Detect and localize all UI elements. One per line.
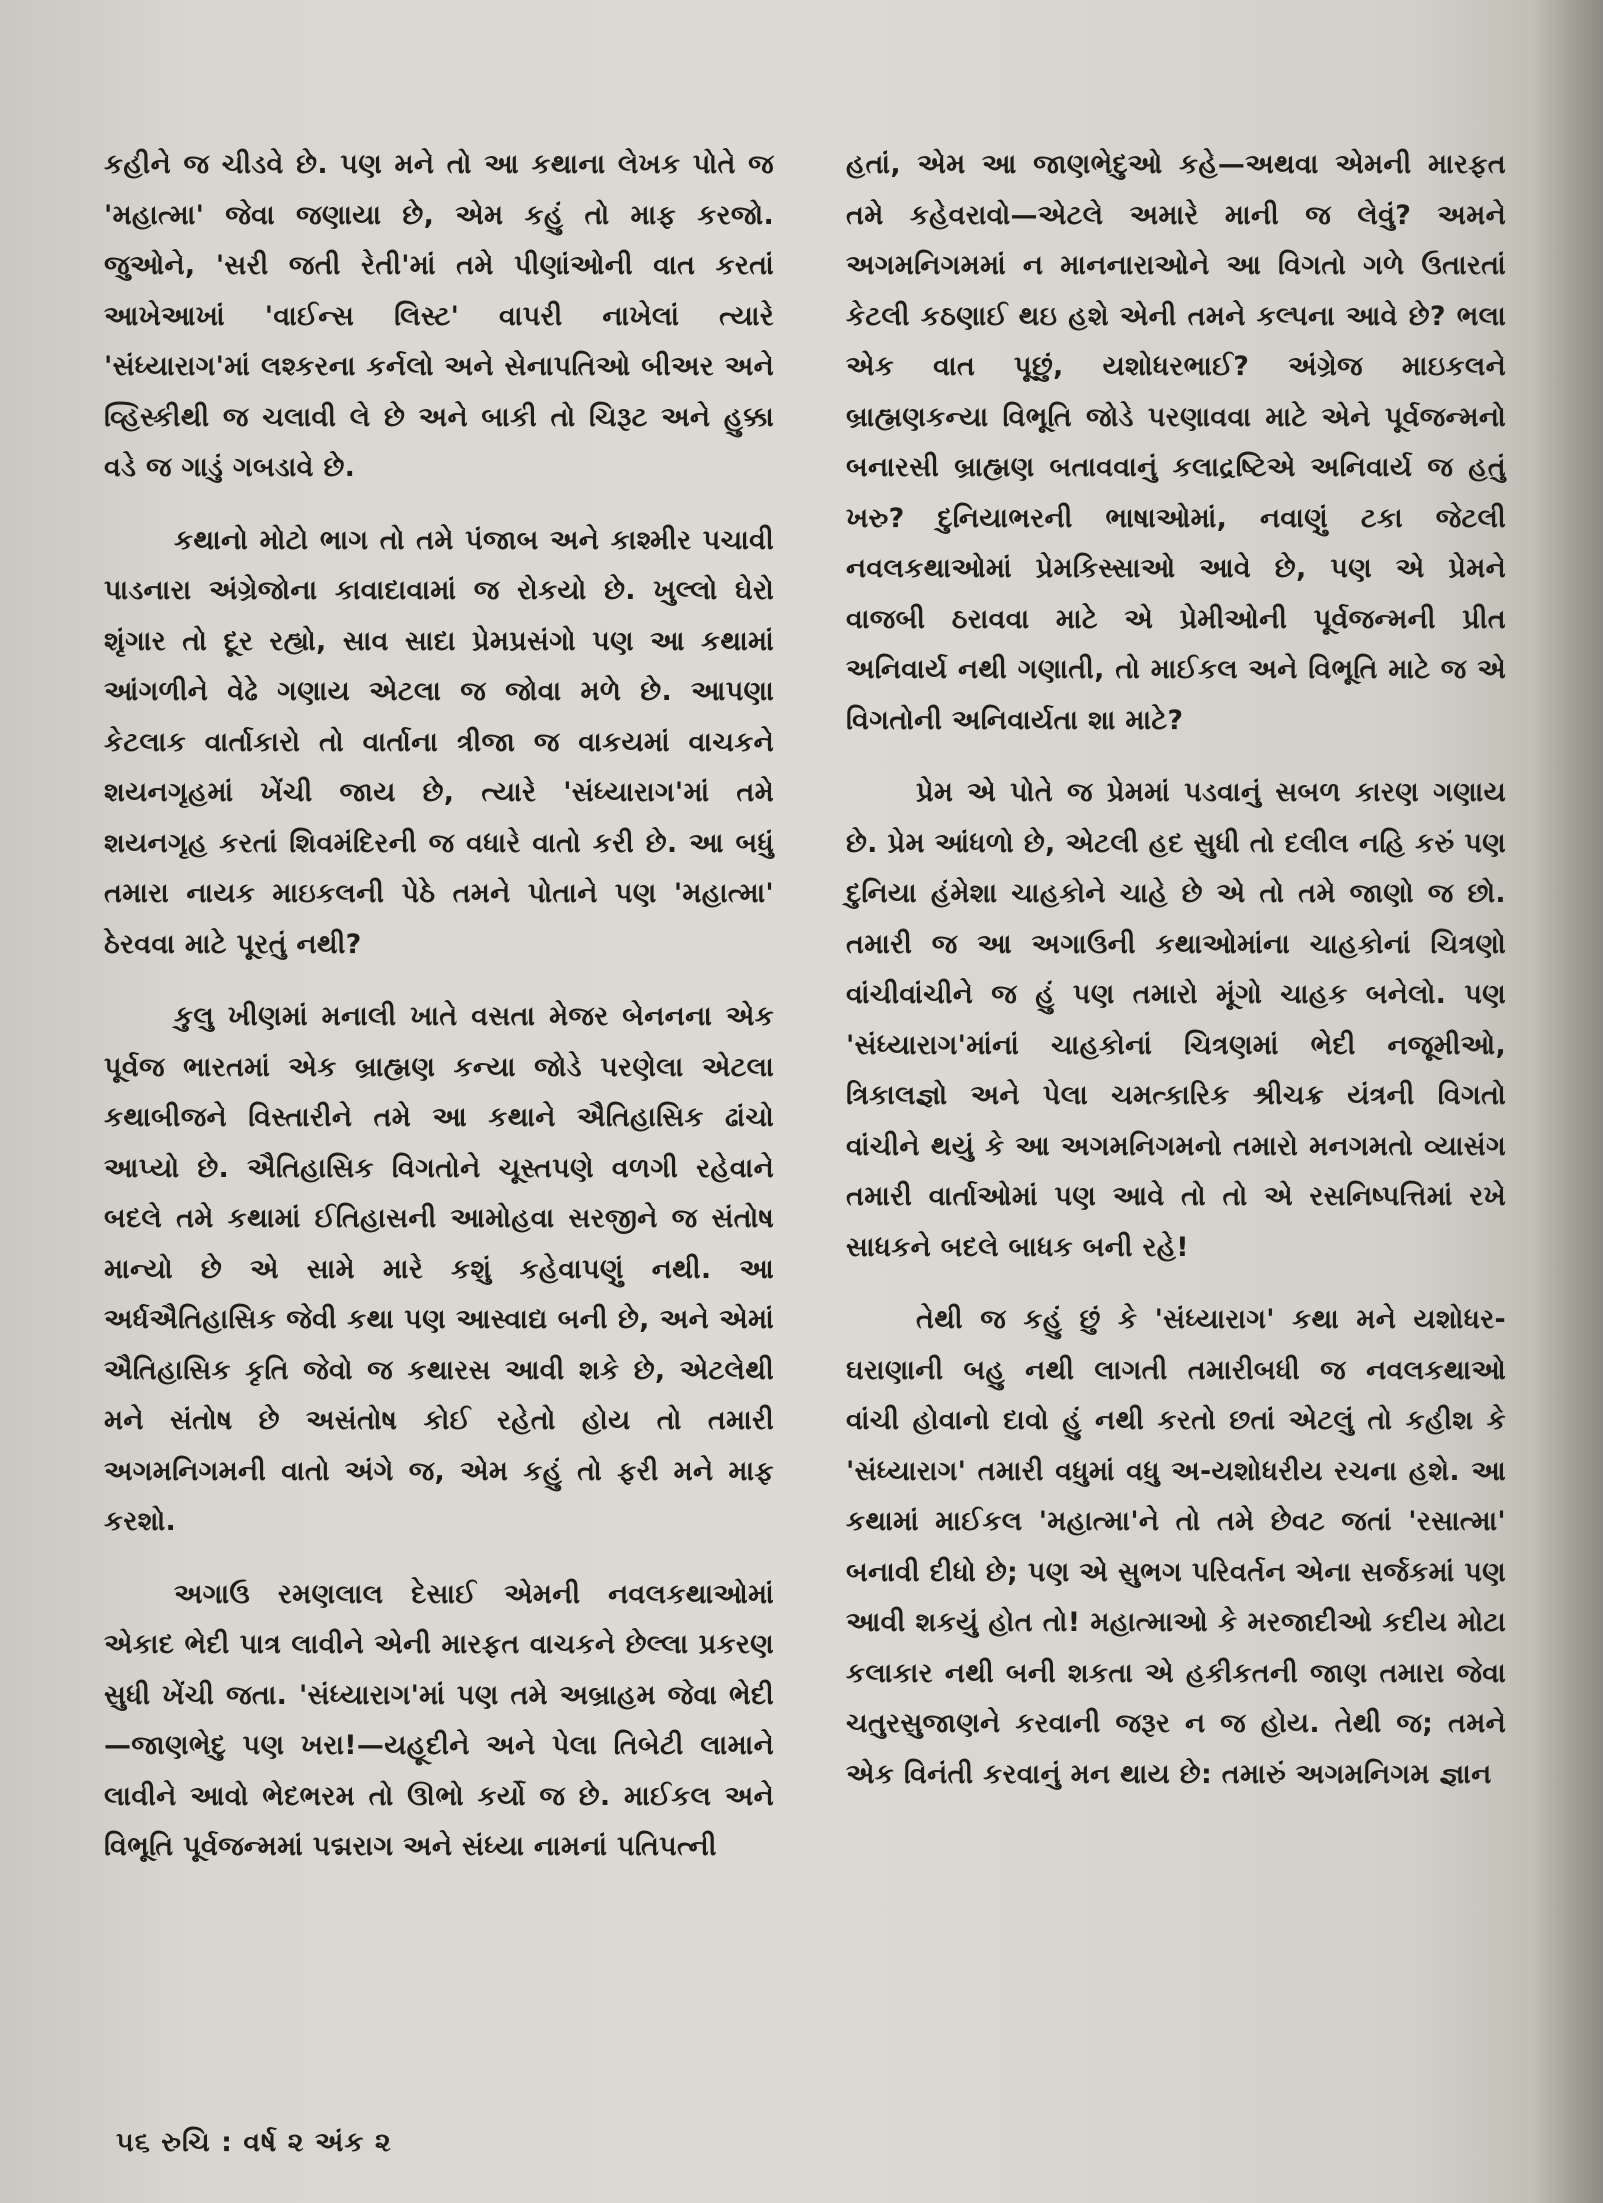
left-paragraph-4: અગાઉ રમણલાલ દેસાઈ એમની નવલકથાઓમાં એકાદ ભેદી પાત્ર લાવીને એની મારફત વાચકને છેલ્લા પ્રકરણ સુધી ખેંચી જતા. 'સંધ્યારાગ'માં પણ તમે અબ્રાહમ જેવા ભેદી—જાણભેદુ પણ ખરા!—યહૂદીને અને પેલા તિબેટી લામાને લાવીને આવો ભેદભરમ તો ઊભો કર્યો જ છે. માઈકલ અને વિભૂતિ પૂર્વજન્મમાં પદ્મરાગ અને સંધ્યા નામનાં પતિપત્ની xyxy=(104,1578,774,1862)
right-text-column xyxy=(846,140,1506,1822)
left-text-column xyxy=(104,140,774,1895)
right-paragraph-1: હતાં, એમ આ જાણભેદુઓ કહે—અથવા એમની મારફત તમે કહેવરાવો—એટલે અમારે માની જ લેવું? અમને અગમનિગમમાં ન માનનારાઓને આ વિગતો ગળે ઉતારતાં કેટલી કઠણાઈ થઇ હશે એની તમને કલ્પના આવે છે? ભલા એક વાત પૂછું, યશોધરભાઈ? અંગ્રેજ માઇકલને બ્રાહ્મણકન્યા વિભૂતિ જોડે પરણાવવા માટે એને પૂર્વજન્મનો બનારસી બ્રાહ્મણ બતાવવાનું કલાદ્રષ્ટિએ અનિવાર્ય જ હતું ખરુ? દુનિયાભરની ભાષાઓમાં, નવાણું ટકા જેટલી નવલકથાઓમાં પ્રેમકિસ્સાઓ આવે છે, પણ એ પ્રેમને વાજબી ઠરાવવા માટે એ પ્રેમીઓની પૂર્વજન્મની પ્રીત અનિવાર્ય નથી ગણાતી, તો માઈકલ અને વિભૂતિ માટે જ એ વિગતોની અનિવાર્યતા શા માટે? xyxy=(846,149,1506,736)
page-edge-shadow xyxy=(1533,0,1603,2203)
left-paragraph-3: કુલુ ખીણમાં મનાલી ખાતે વસતા મેજર બેનનના એક પૂર્વજ ભારતમાં એક બ્રાહ્મણ કન્યા જોડે પરણેલા એટલા કથાબીજને વિસ્તારીને તમે આ કથાને ઐતિહાસિક ઢાંચો આપ્યો છે. ઐતિહાસિક વિગતોને ચૂસ્તપણે વળગી રહેવાને બદલે તમે કથામાં ઈતિહાસની આમોહવા સરજીને જ સંતોષ માન્યો છે એ સામે મારે કશું કહેવાપણું નથી. આ અર્ધઐતિહાસિક જેવી કથા પણ આસ્વાદ્ય બની છે, અને એમાં ઐતિહાસિક કૃતિ જેવો જ કથારસ આવી શકે છે, એટલેથી મને સંતોષ છે અસંતોષ કોઈ રહેતો હોય તો તમારી અગમનિગમની વાતો અંગે જ, એમ કહું તો ફરી મને માફ કરશો. xyxy=(104,1001,774,1537)
page-footer: ૫૬ રુચિ : વર્ષ ૨ અંક ૨ xyxy=(116,2127,392,2158)
right-paragraph-3: તેથી જ કહું છું કે 'સંધ્યારાગ' કથા મને યશોધર-ઘરાણાની બહુ નથી લાગતી તમારીબધી જ નવલકથાઓ વાંચી હોવાનો દાવો હું નથી કરતો છતાં એટલું તો કહીશ કે 'સંધ્યારાગ' તમારી વધુમાં વધુ અ-યશોધરીય રચના હશે. આ કથામાં માઈકલ 'મહાત્મા'ને તો તમે છેવટ જતાં 'રસાત્મા' બનાવી દીધો છે; પણ એ સુભગ પરિવર્તન એના સર્જકમાં પણ આવી શકયું હોત તો! મહાત્માઓ કે મરજાદીઓ કદીય મોટા કલાકાર નથી બની શકતા એ હકીકતની જાણ તમારા જેવા ચતુરસુજાણને કરવાની જરૂર ન જ હોય. તેથી જ; તમને એક વિનંતી કરવાનું મન થાય છે: તમારું અગમનિગમ જ્ઞાન xyxy=(846,1304,1506,1790)
left-paragraph-2: કથાનો મોટો ભાગ તો તમે પંજાબ અને કાશ્મીર પચાવી પાડનારા અંગ્રેજોના કાવાદાવામાં જ રોકયો છે. ખુલ્લો ઘેરો શૃંગાર તો દૂર રહ્યો, સાવ સાદા પ્રેમપ્રસંગો પણ આ કથામાં આંગળીને વેઢે ગણાય એટલા જ જોવા મળે છે. આપણા કેટલાક વાર્તાકારો તો વાર્તાના ત્રીજા જ વાકયમાં વાચકને શયનગૃહમાં ખેંચી જાય છે, ત્યારે 'સંધ્યારાગ'માં તમે શયનગૃહ કરતાં શિવમંદિરની જ વધારે વાતો કરી છે. આ બધું તમારા નાયક માઇકલની પેઠે તમને પોતાને પણ 'મહાત્મા' ઠેરવવા માટે પૂરતું નથી? xyxy=(104,524,774,960)
right-paragraph-2: પ્રેમ એ પોતે જ પ્રેમમાં પડવાનું સબળ કારણ ગણાય છે. પ્રેમ આંધળો છે, એટલી હદ સુધી તો દલીલ નહિ કરું પણ દુનિયા હંમેશા ચાહકોને ચાહે છે એ તો તમે જાણો જ છો. તમારી જ આ અગાઉની કથાઓમાંના ચાહકોનાં ચિત્રણો વાંચીવાંચીને જ હું પણ તમારો મૂંગો ચાહક બનેલો. પણ 'સંધ્યારાગ'માંનાં ચાહકોનાં ચિત્રણમાં ભેદી નજૂમીઓ, ત્રિકાલજ્ઞો અને પેલા ચમત્કારિક શ્રીચક્ર યંત્રની વિગતો વાંચીને થયું કે આ અગમનિગમનો તમારો મનગમતો વ્યાસંગ તમારી વાર્તાઓમાં પણ આવે તો તો એ રસનિષ્પત્તિમાં રખે સાધકને બદલે બાધક બની રહે! xyxy=(846,777,1506,1263)
left-paragraph-1: કહીને જ ચીડવે છે. પણ મને તો આ કથાના લેખક પોતે જ 'મહાત્મા' જેવા જણાયા છે, એમ કહું તો માફ કરજો. જુઓને, 'સરી જતી રેતી'માં તમે પીણાંઓની વાત કરતાં આખેઆખાં 'વાઈન્સ લિસ્ટ' વાપરી નાખેલાં ત્યારે 'સંધ્યારાગ'માં લશ્કરના કર્નલો અને સેનાપતિઓ બીઅર અને વ્હિસ્કીથી જ ચલાવી લે છે અને બાકી તો ચિરૂટ અને હુક્કા વડે જ ગાડું ગબડાવે છે. xyxy=(104,149,774,483)
